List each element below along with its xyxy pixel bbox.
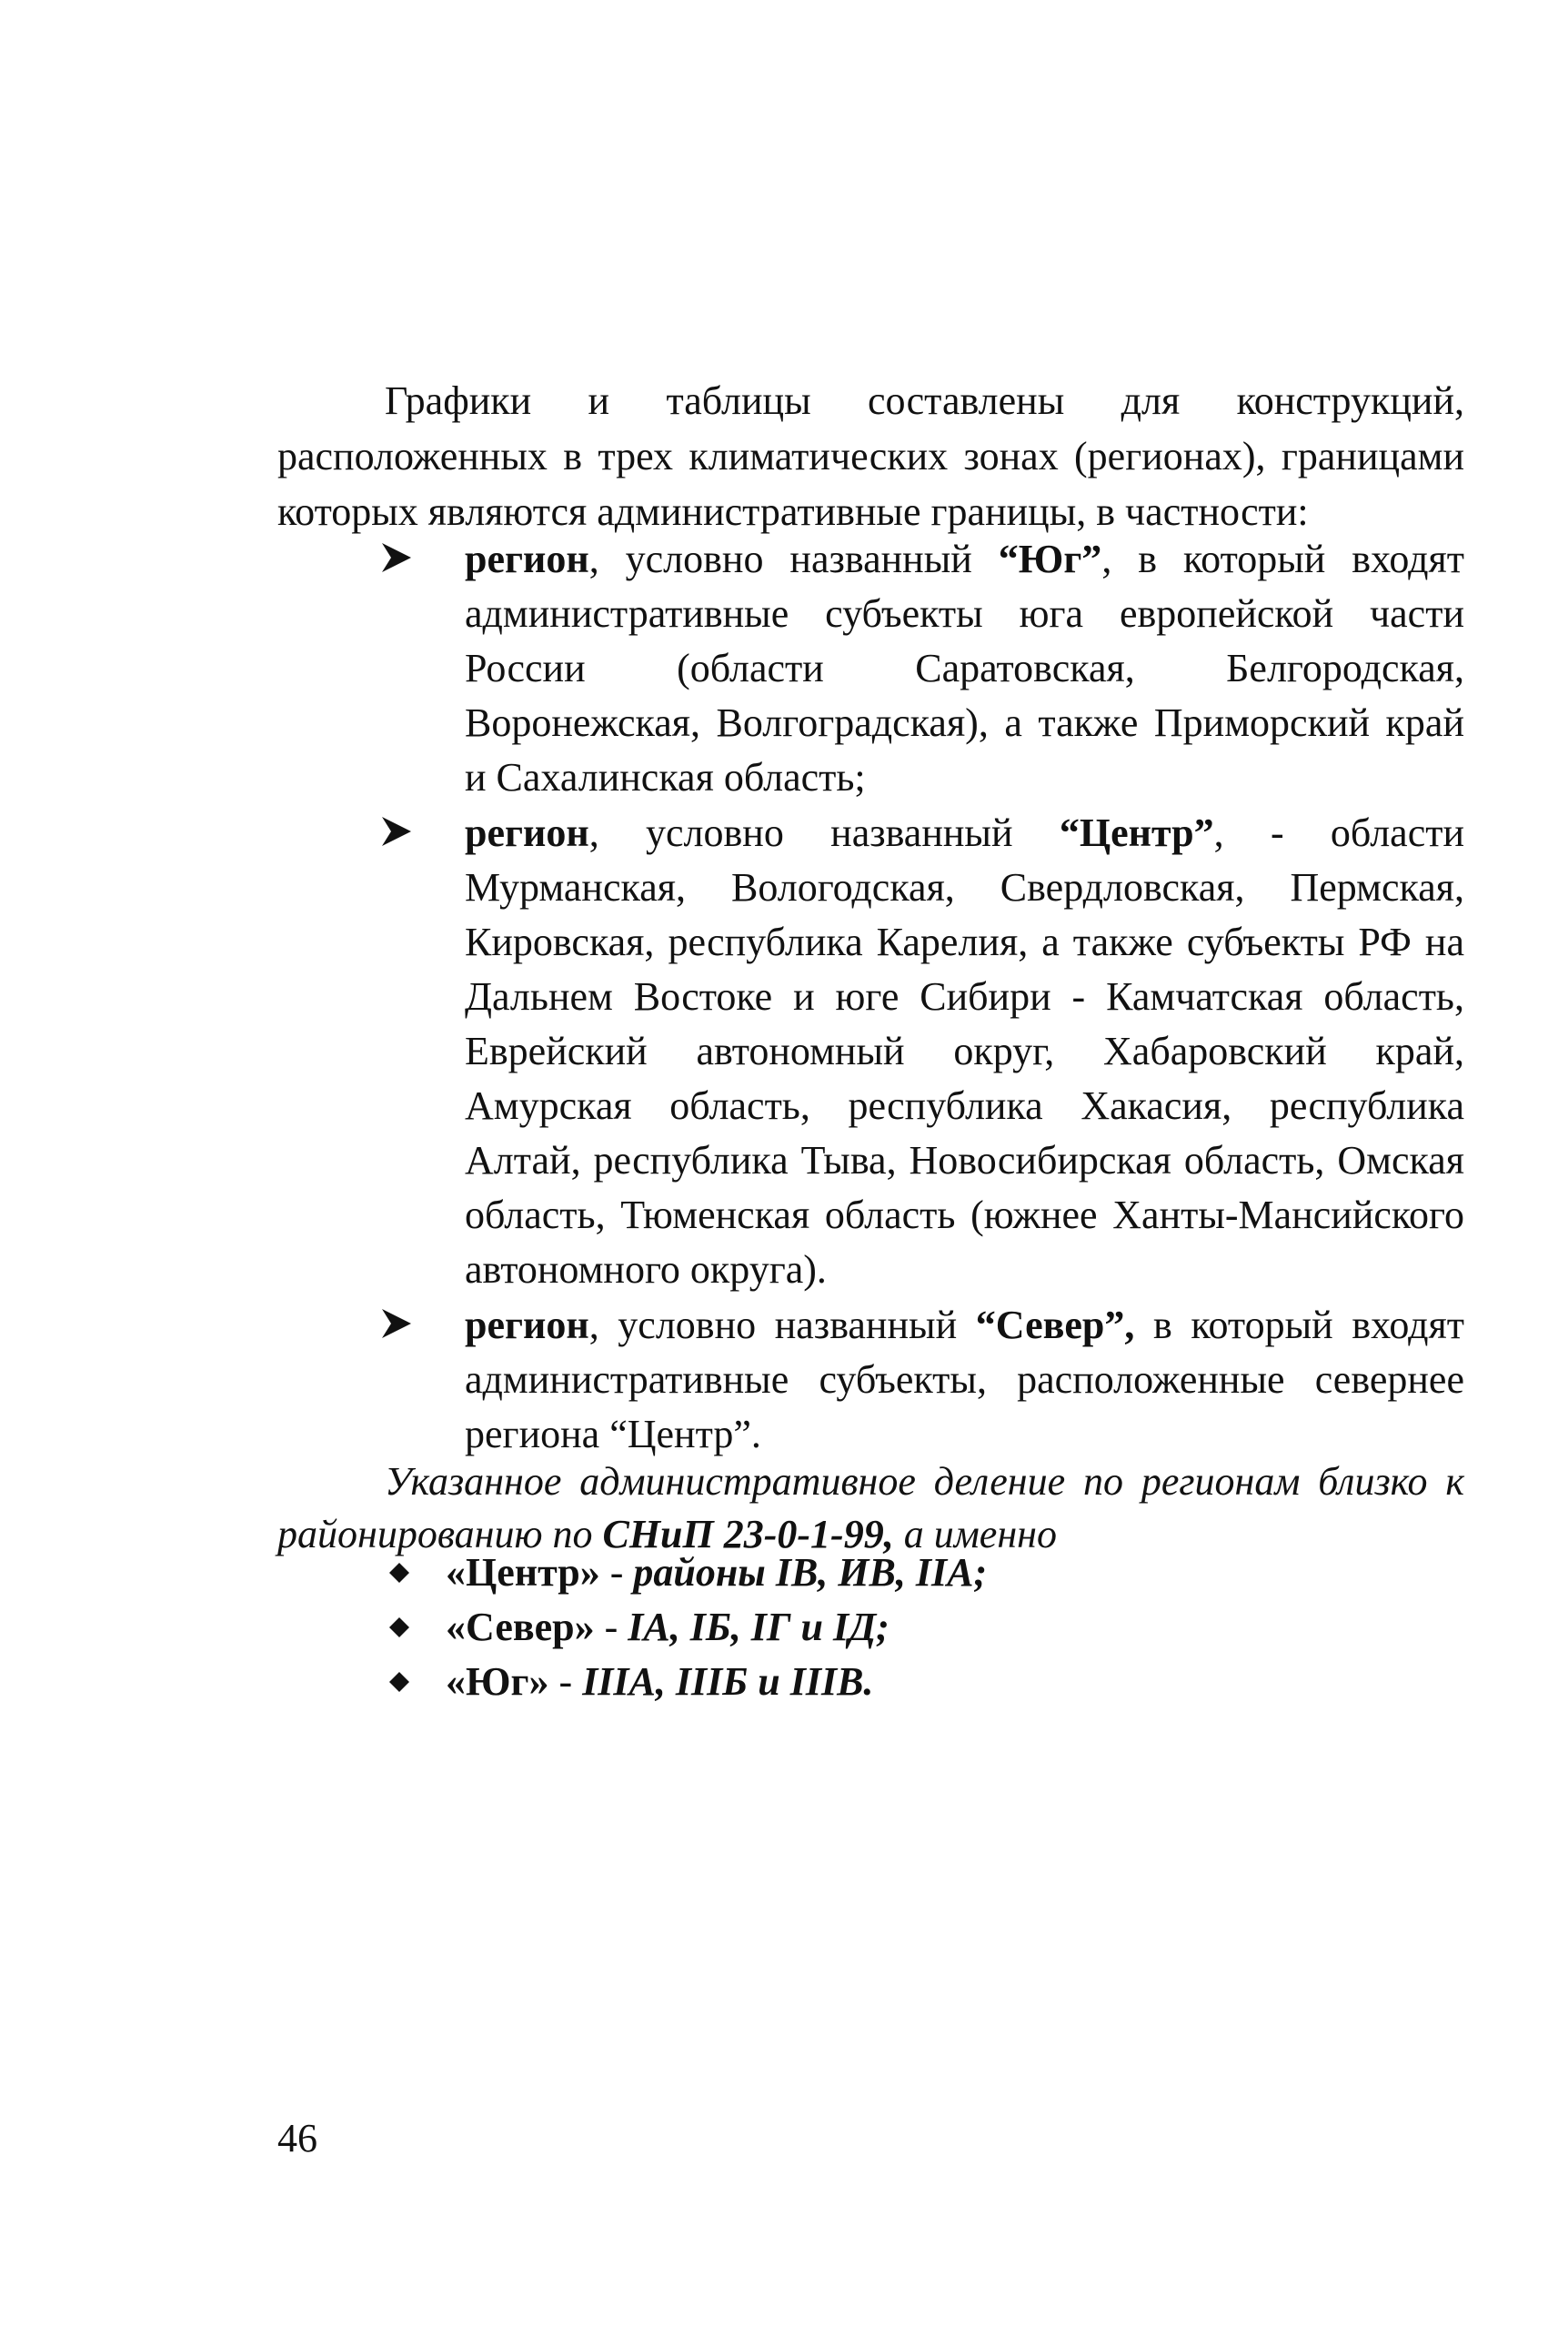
zone-codes: IIIА, IIIБ и IIIВ. — [582, 1659, 874, 1704]
region-name: “Север”, — [975, 1303, 1135, 1347]
region-word: регион — [465, 537, 589, 581]
zone-separator: - — [548, 1659, 583, 1704]
list-item-region-south — [380, 532, 1464, 805]
note-paragraph — [277, 1455, 1464, 1561]
list-item-region-center — [380, 806, 1464, 1297]
region-list — [380, 532, 1464, 1463]
diamond-icon — [389, 1617, 409, 1637]
zone-codes: IА, IБ, IГ и IД; — [628, 1605, 890, 1649]
region-word: регион — [465, 1303, 589, 1347]
region-name: “Юг” — [998, 537, 1102, 581]
note-text-after: а именно — [893, 1512, 1057, 1556]
zone-codes: районы IВ, ИВ, IIА; — [633, 1550, 988, 1595]
snip-reference: СНиП 23-0-1-99, — [602, 1512, 894, 1556]
region-pre: , условно названный — [588, 1303, 976, 1347]
list-item-zone-north — [389, 1601, 987, 1654]
arrowhead-icon — [380, 1307, 413, 1340]
list-item-zone-south — [389, 1656, 987, 1708]
region-description: , - области Мурманская, Вологодская, Свердловская, Пермская, Кировская, республика Карелия, а также субъекты РФ на Дальнем Востоке и юге Сибири - Камчатская область, Еврейский автономный округ, Хабаровский край, Амурская область, республика Хакасия, республика Алтай, республика Тыва, Новосибирская область, Омская область, Тюменская область (южнее Ханты-Мансийского автономного округа). — [465, 811, 1464, 1292]
diamond-icon — [389, 1563, 409, 1583]
region-word: регион — [465, 811, 589, 855]
zone-name: «Центр» — [446, 1550, 600, 1595]
diamond-icon — [389, 1672, 409, 1692]
zone-name: «Север» — [446, 1605, 595, 1649]
region-description: , в который входят административные субъекты юга европейской части России (области Саратовская, Белгородская, Воронежская, Волгоградская), а также Приморский край и Сахалинская область; — [465, 537, 1464, 800]
zone-list — [389, 1546, 987, 1710]
zone-name: «Юг» — [446, 1659, 549, 1704]
list-item-zone-center — [389, 1546, 987, 1599]
list-item-region-north — [380, 1298, 1464, 1462]
arrowhead-icon — [380, 815, 413, 848]
region-pre: , условно названный — [588, 811, 1060, 855]
region-pre: , условно названный — [588, 537, 999, 581]
arrowhead-icon — [380, 541, 413, 574]
region-description: в который входят административные субъекты, расположенные севернее региона “Центр”. — [465, 1303, 1465, 1456]
intro-paragraph: Графики и таблицы составлены для конструкций, расположенных в трех климатических зонах (регионах), границами которых являются административные границы, в частности: — [277, 378, 1464, 534]
page-number: 46 — [277, 2116, 317, 2160]
note-text-before: Указанное административное деление по регионам близко к районированию по — [277, 1459, 1464, 1556]
zone-separator: - — [599, 1550, 634, 1595]
zone-separator: - — [594, 1605, 628, 1649]
region-name: “Центр” — [1059, 811, 1214, 855]
